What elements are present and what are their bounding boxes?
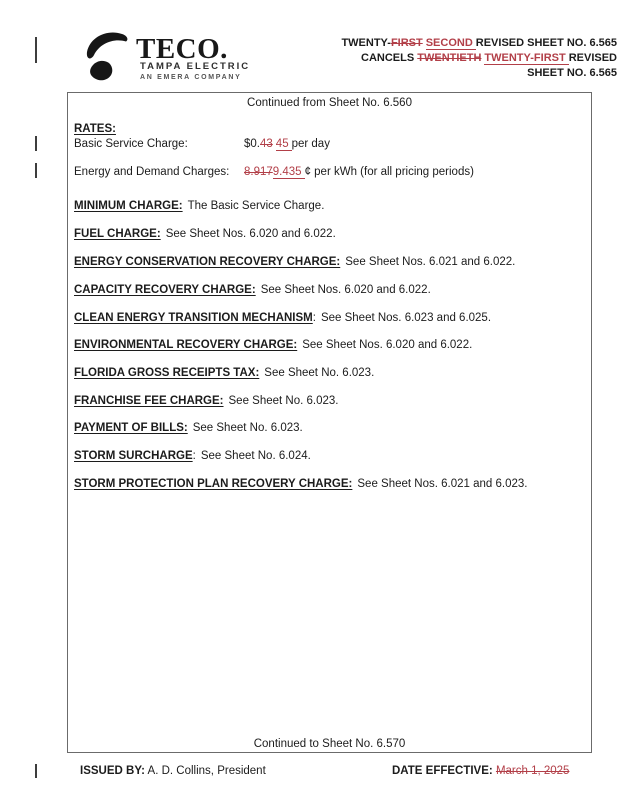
issued-by — [80, 765, 266, 777]
sheet-body-box — [67, 92, 592, 753]
tariff-item: CLEAN ENERGY TRANSITION MECHANISM: See Sheet Nos. 6.023 and 6.025. — [74, 312, 492, 324]
continued-from-note: Continued from Sheet No. 6.560 — [247, 97, 412, 109]
item-body: See Sheet Nos. 6.020 and 6.022. — [302, 339, 473, 351]
item-body: The Basic Service Charge. — [187, 200, 325, 212]
struck-cancels-number: TWENTIETH — [417, 52, 482, 64]
item-body: See Sheet No. 6.023. — [228, 395, 339, 407]
logo-tagline-parent: AN EMERA COMPANY — [140, 74, 242, 81]
revision-block — [341, 36, 617, 81]
revision-line-2: CANCELS TWENTIETH TWENTY-FIRST REVISED — [361, 52, 617, 64]
item-body: See Sheet Nos. 6.023 and 6.025. — [320, 312, 492, 324]
item-heading: FLORIDA GROSS RECEIPTS TAX: — [74, 367, 260, 379]
basic-service-value: $0.43 45 per day — [244, 138, 330, 150]
item-heading: PAYMENT OF BILLS: — [74, 422, 188, 434]
item-heading: STORM PROTECTION PLAN RECOVERY CHARGE: — [74, 478, 353, 490]
inserted-basic-rate: 45 — [276, 138, 292, 151]
date-effective-label: DATE EFFECTIVE: — [392, 765, 493, 777]
item-body: See Sheet Nos. 6.020 and 6.022. — [260, 284, 431, 296]
tariff-item — [74, 200, 587, 212]
item-body: See Sheet No. 6.024. — [200, 450, 311, 462]
teco-swoosh-icon — [84, 31, 130, 81]
inserted-cancels-number: TWENTY-FIRST — [484, 52, 568, 65]
issued-by-value: A. D. Collins, President — [147, 765, 266, 777]
logo-tagline-company: TAMPA ELECTRIC — [140, 61, 251, 72]
item-heading: ENERGY CONSERVATION RECOVERY CHARGE: — [74, 256, 341, 268]
item-heading: FUEL CHARGE: — [74, 228, 161, 240]
struck-energy-rate: 8.917 — [244, 166, 273, 178]
item-body: See Sheet Nos. 6.020 and 6.022. — [165, 228, 336, 240]
item-heading: STORM SURCHARGE — [74, 450, 193, 462]
change-bar-footer — [35, 764, 37, 778]
energy-demand-value: 8.9179.435 ¢ per kWh (for all pricing periods) — [244, 166, 474, 178]
continued-to-note: Continued to Sheet No. 6.570 — [253, 738, 406, 750]
struck-effective-date: March 1, 2025 — [495, 765, 570, 777]
item-body: See Sheet No. 6.023. — [192, 422, 303, 434]
item-heading: CLEAN ENERGY TRANSITION MECHANISM — [74, 312, 313, 324]
energy-demand-row — [74, 166, 587, 178]
revision-line-1: TWENTY-FIRST SECOND REVISED SHEET NO. 6.565 — [341, 37, 617, 49]
basic-service-label: Basic Service Charge: — [74, 138, 188, 150]
item-body: See Sheet Nos. 6.021 and 6.023. — [357, 478, 528, 490]
struck-revision-number: FIRST — [390, 37, 423, 49]
tariff-item — [74, 228, 587, 240]
energy-demand-label: Energy and Demand Charges: — [74, 166, 230, 178]
struck-basic-rate: 43 — [260, 138, 273, 150]
tariff-item — [74, 339, 587, 351]
tariff-item: STORM SURCHARGE: See Sheet No. 6.024. — [74, 450, 311, 462]
rates-heading: RATES: — [74, 123, 116, 135]
change-bar-basic-service — [35, 136, 37, 151]
tariff-item — [74, 284, 587, 296]
item-heading: FRANCHISE FEE CHARGE: — [74, 395, 224, 407]
change-bar-energy-demand — [35, 163, 37, 178]
tariff-item — [74, 478, 587, 490]
item-body: See Sheet No. 6.023. — [264, 367, 375, 379]
revision-line-3: SHEET NO. 6.565 — [527, 67, 617, 79]
item-heading: CAPACITY RECOVERY CHARGE: — [74, 284, 256, 296]
issued-by-label: ISSUED BY: — [80, 765, 145, 777]
basic-service-row — [74, 138, 587, 150]
inserted-energy-rate: 9.435 — [273, 166, 305, 179]
tariff-item — [74, 422, 587, 434]
item-heading: MINIMUM CHARGE: — [74, 200, 183, 212]
item-heading: ENVIRONMENTAL RECOVERY CHARGE: — [74, 339, 298, 351]
change-bar-header — [35, 37, 37, 63]
inserted-revision-number: SECOND — [426, 37, 476, 50]
tariff-item — [74, 256, 587, 268]
brand-wordmark: TECO. — [136, 33, 228, 65]
tariff-item — [74, 395, 587, 407]
item-body: See Sheet Nos. 6.021 and 6.022. — [345, 256, 516, 268]
date-effective — [392, 765, 569, 777]
tariff-item — [74, 367, 587, 379]
